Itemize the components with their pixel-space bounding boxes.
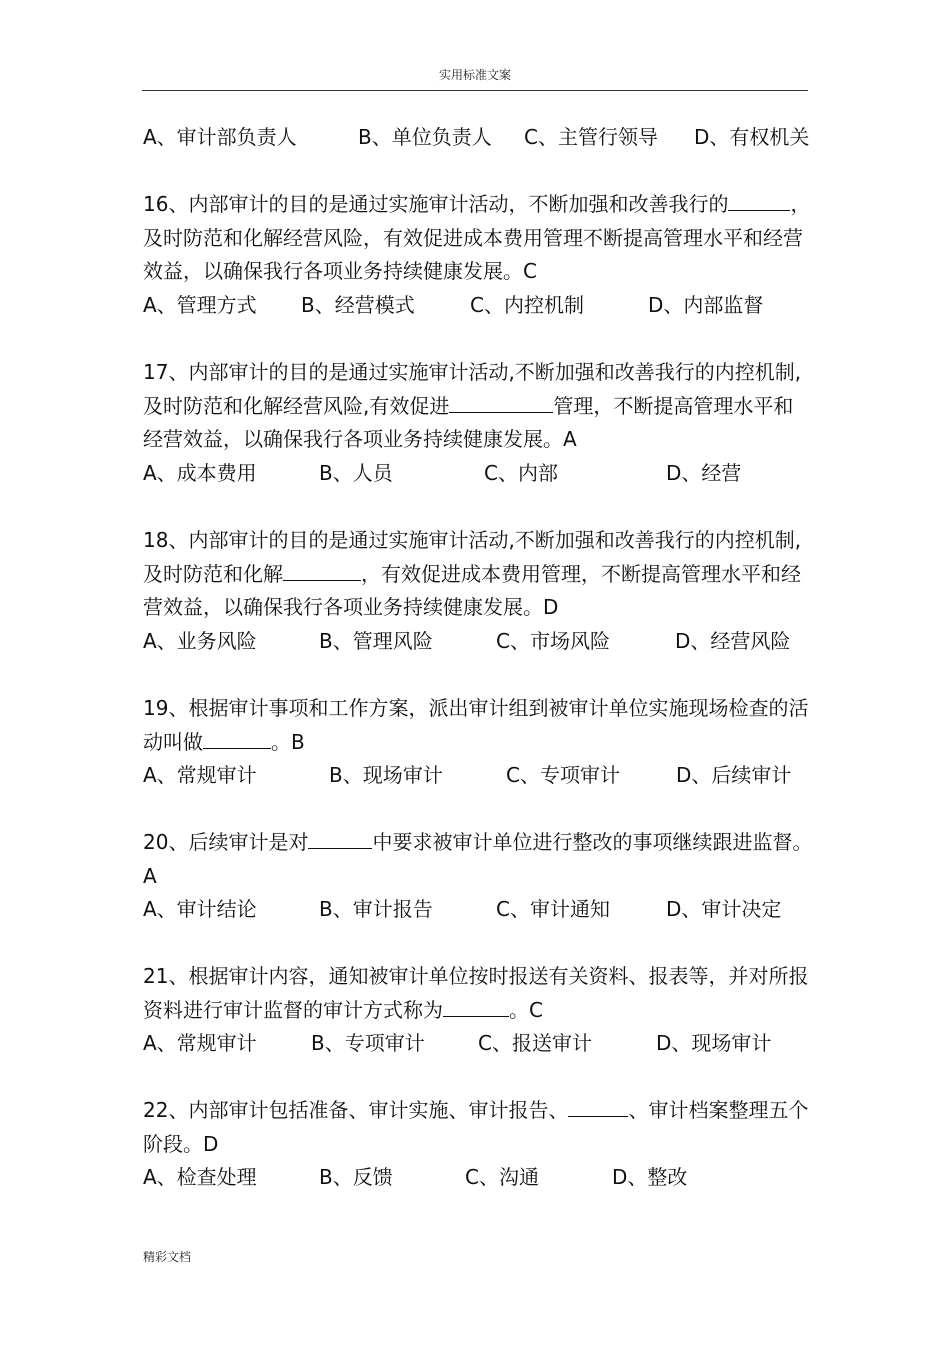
answer-blank <box>728 188 790 211</box>
option-d: D、经营风险 <box>675 628 791 653</box>
page-footer: 精彩文档 <box>143 1250 192 1264</box>
option-d: D、后续审计 <box>676 763 792 787</box>
question-text: 16、内部审计的目的是通过实施审计活动，不断加强和改善我行的 <box>143 192 729 216</box>
question-15-options <box>143 121 843 155</box>
option-c: C、专项审计 <box>506 763 620 787</box>
options-row <box>143 457 843 491</box>
option-d: D、审计决定 <box>666 897 782 921</box>
option-d: D、现场审计 <box>656 1031 772 1055</box>
option-d: D、整改 <box>612 1165 688 1189</box>
question-text: 及时防范和化解 <box>143 561 283 586</box>
question-text: 。B <box>271 729 305 754</box>
question-text: ， <box>790 192 811 216</box>
option-d: D、有权机关 <box>694 125 810 149</box>
option-b: B、管理风险 <box>319 628 433 653</box>
question-text: 及时防范和化解经营风险,有效促进 <box>143 393 450 418</box>
page-header: 实用标准文案 <box>438 68 511 82</box>
question-16 <box>143 188 843 322</box>
question-text: 21、根据审计内容，通知被审计单位按时报送有关资料、报表等，并对所报 <box>143 964 809 988</box>
question-text: 资料进行审计监督的审计方式称为 <box>143 997 443 1022</box>
options-row <box>143 1027 843 1061</box>
question-text: 中要求被审计单位进行整改的事项继续跟进监督。 <box>372 830 813 854</box>
options-row <box>143 289 843 323</box>
option-a: A、成本费用 <box>143 460 257 485</box>
option-d: D、内部监督 <box>648 292 764 317</box>
answer-blank <box>449 390 553 413</box>
option-c: C、内控机制 <box>470 292 584 317</box>
options-row <box>143 1161 843 1195</box>
answer-blank <box>203 726 271 749</box>
question-text: 18、内部审计的目的是通过实施审计活动,不断加强和改善我行的内控机制, <box>143 528 802 552</box>
question-text: 阶段。D <box>143 1131 219 1156</box>
question-text: 管理，不断提高管理水平和 <box>553 393 794 418</box>
option-b: B、反馈 <box>319 1165 393 1189</box>
option-b: B、单位负责人 <box>358 125 492 149</box>
header-rule <box>142 90 808 91</box>
question-text: 、审计档案整理五个 <box>628 1098 809 1122</box>
option-b: B、人员 <box>319 460 393 485</box>
question-17 <box>143 356 843 490</box>
option-a: A、管理方式 <box>143 292 257 317</box>
option-b: B、审计报告 <box>319 897 433 921</box>
option-a: A、审计结论 <box>143 897 257 921</box>
question-text: ，有效促进成本费用管理，不断提高管理水平和经 <box>361 561 801 586</box>
option-c: C、审计通知 <box>496 897 610 921</box>
option-c: C、市场风险 <box>496 628 610 653</box>
question-text: A <box>143 863 157 888</box>
option-c: C、沟通 <box>465 1165 539 1189</box>
option-a: A、常规审计 <box>143 1031 257 1055</box>
question-text: 营效益，以确保我行各项业务持续健康发展。D <box>143 595 559 619</box>
option-a: A、业务风险 <box>143 628 257 653</box>
option-b: B、经营模式 <box>301 292 415 317</box>
option-a: A、检查处理 <box>143 1165 257 1189</box>
question-20 <box>143 826 843 927</box>
question-22 <box>143 1094 843 1195</box>
answer-blank <box>568 1094 628 1117</box>
answer-blank <box>283 558 361 581</box>
option-c: C、内部 <box>484 460 558 485</box>
option-b: B、现场审计 <box>329 763 443 787</box>
question-text: 22、内部审计包括准备、审计实施、审计报告、 <box>143 1098 569 1122</box>
options-row <box>143 893 843 927</box>
question-text: 及时防范和化解经营风险，有效促进成本费用管理不断提高管理水平和经营 <box>143 225 803 250</box>
question-text: 动叫做 <box>143 729 203 754</box>
question-21 <box>143 960 843 1061</box>
question-18 <box>143 524 843 658</box>
option-d: D、经营 <box>666 460 742 485</box>
answer-blank <box>443 994 509 1017</box>
question-text: 效益，以确保我行各项业务持续健康发展。C <box>143 259 537 283</box>
option-a: A、审计部负责人 <box>143 125 297 149</box>
question-text: 17、内部审计的目的是通过实施审计活动,不断加强和改善我行的内控机制, <box>143 360 802 384</box>
option-a: A、常规审计 <box>143 763 257 787</box>
options-row <box>143 625 843 659</box>
question-19 <box>143 692 843 793</box>
answer-blank <box>308 826 372 849</box>
question-text: 。C <box>509 997 543 1022</box>
question-text: 19、根据审计事项和工作方案，派出审计组到被审计单位实施现场检查的活 <box>143 696 809 720</box>
option-c: C、报送审计 <box>478 1031 592 1055</box>
question-text: 经营效益，以确保我行各项业务持续健康发展。A <box>143 427 577 451</box>
options-row <box>143 759 843 793</box>
question-text: 20、后续审计是对 <box>143 830 309 854</box>
option-c: C、主管行领导 <box>524 125 658 149</box>
option-b: B、专项审计 <box>311 1031 425 1055</box>
